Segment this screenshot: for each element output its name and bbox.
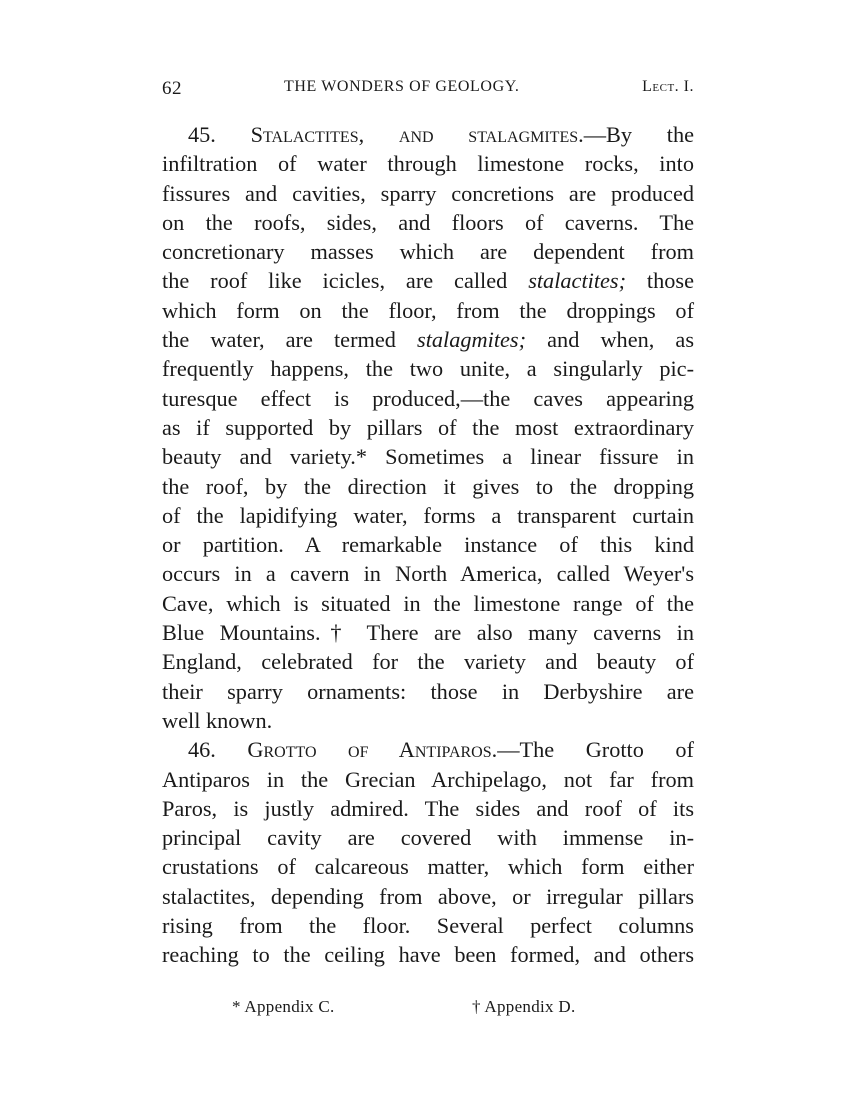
section-number: 45.: [188, 122, 216, 147]
paragraph-line: fissures and cavities, sparry concretions are produced: [162, 180, 694, 206]
paragraph-line: infiltration of water through limestone rocks, into: [162, 151, 694, 177]
line-text: the roof like icicles, are called: [162, 268, 529, 294]
line-text: the water, are termed: [162, 327, 418, 353]
term-stalagmites: stalagmites;: [417, 327, 527, 353]
book-title: THE WONDERS OF GEOLOGY.: [284, 78, 520, 95]
paragraph-line: rising from the floor. Several perfect columns: [162, 913, 694, 939]
book-page: [162, 70, 694, 1050]
paragraph-line: reaching to the ceiling have been formed, and others: [162, 942, 694, 968]
paragraph-line: as if supported by pillars of the most extraordinary: [162, 414, 694, 440]
paragraph-line: [162, 735, 694, 764]
body-text: [162, 120, 694, 970]
lecture-label: Lect. I.: [642, 78, 694, 95]
paragraph-line: well known.: [162, 707, 273, 733]
paragraph-line: Cave, which is situated in the limestone range of the: [162, 590, 694, 616]
paragraph-line: principal cavity are covered with immense in-: [162, 825, 694, 851]
paragraph-line: on the roofs, sides, and floors of caverns. The: [162, 209, 694, 235]
line-text: —By the: [583, 122, 694, 147]
paragraph-line: stalactites, depending from above, or irregular pillars: [162, 883, 694, 909]
paragraph-line: Blue Mountains.† There are also many caverns in: [162, 620, 694, 646]
paragraph-line: England, celebrated for the variety and beauty of: [162, 649, 694, 675]
paragraph-line: [162, 120, 694, 149]
paragraph-line: turesque effect is produced,—the caves appearing: [162, 385, 694, 411]
paragraph-line: Paros, is justly admired. The sides and roof of its: [162, 795, 694, 821]
footnote-appendix-c: * Appendix C.: [232, 997, 335, 1016]
paragraph-line: Antiparos in the Grecian Archipelago, not far from: [162, 766, 694, 792]
section-heading: Stalactites, and stalagmites.: [250, 122, 584, 147]
page-number: 62: [162, 78, 182, 99]
paragraph-line: or partition. A remarkable instance of this kind: [162, 532, 694, 558]
line-text: and when, as: [526, 327, 695, 353]
section-number: 46.: [188, 737, 216, 763]
paragraph-line: their sparry ornaments: those in Derbyshire are: [162, 678, 694, 704]
paragraph-line: which form on the floor, from the droppings of: [162, 297, 694, 323]
line-text: those: [626, 268, 694, 294]
footnote-appendix-d: † Appendix D.: [472, 997, 576, 1016]
paragraph-line: [162, 266, 694, 295]
line-text: —The Grotto of: [497, 737, 694, 763]
paragraph-line: occurs in a cavern in North America, called Weyer's: [162, 561, 694, 587]
paragraph-line: frequently happens, the two unite, a singularly pic-: [162, 356, 694, 382]
paragraph-line: the roof, by the direction it gives to the dropping: [162, 473, 694, 499]
section-heading: Grotto of Antiparos.: [247, 737, 498, 763]
paragraph-line: beauty and variety.* Sometimes a linear fissure in: [162, 444, 694, 470]
term-stalactites: stalactites;: [528, 268, 627, 294]
paragraph-line: crustations of calcareous matter, which form either: [162, 854, 694, 880]
paragraph-line: concretionary masses which are dependent from: [162, 239, 694, 265]
paragraph-line: of the lapidifying water, forms a transparent curtain: [162, 502, 694, 528]
running-head: [162, 70, 694, 100]
paragraph-line: [162, 325, 694, 354]
